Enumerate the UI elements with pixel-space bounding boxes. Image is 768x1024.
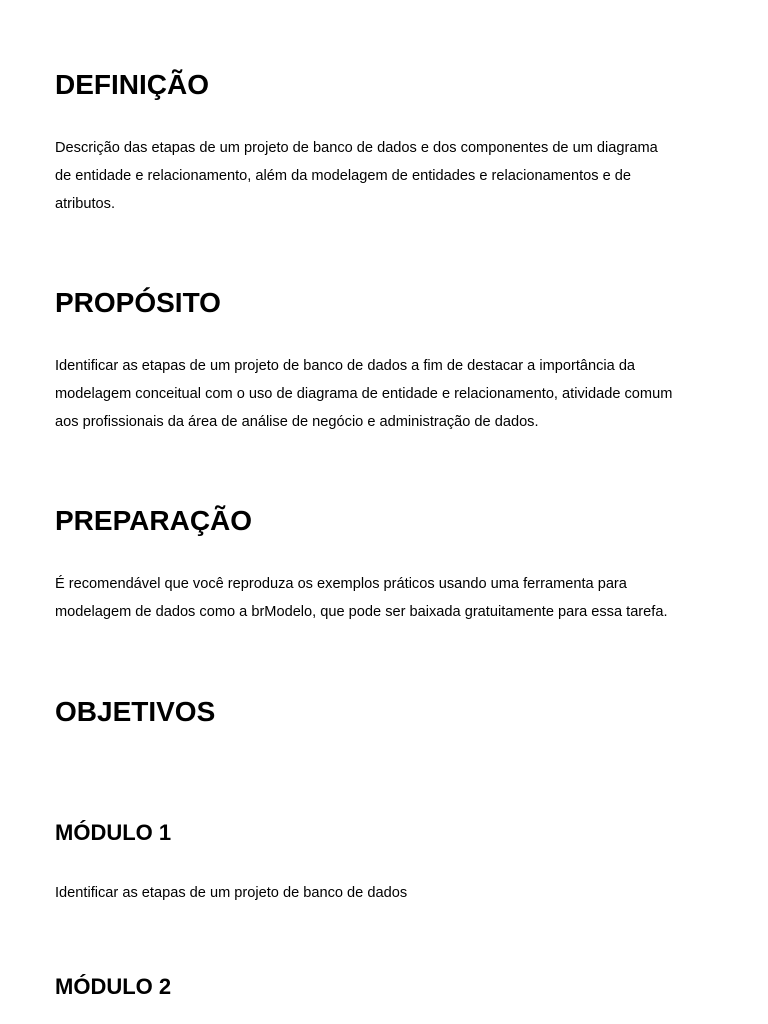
modulo-2-heading: MÓDULO 2 (55, 974, 172, 999)
objetivos-heading: OBJETIVOS (55, 696, 216, 727)
modulo-1-line-1: Identificar as etapas de um projeto de banco de dados (55, 885, 408, 901)
preparacao-line-1: É recomendável que você reproduza os exemplos práticos usando uma ferramenta para (55, 576, 627, 592)
modulo-1-text (55, 879, 720, 907)
definicao-line-2: de entidade e relacionamento, além da modelagem de entidades e relacionamentos e de (55, 168, 632, 184)
preparacao-heading: PREPARAÇÃO (55, 505, 253, 536)
definicao-heading: DEFINIÇÃO (55, 69, 209, 100)
preparacao-text (55, 570, 720, 626)
proposito-heading: PROPÓSITO (55, 287, 221, 318)
proposito-line-2: modelagem conceitual com o uso de diagrama de entidade e relacionamento, atividade comum (55, 386, 673, 402)
proposito-line-1: Identificar as etapas de um projeto de banco de dados a fim de destacar a importância da (55, 358, 636, 374)
preparacao-line-2: modelagem de dados como a brModelo, que pode ser baixada gratuitamente para essa tarefa. (55, 604, 668, 620)
proposito-line-3: aos profissionais da área de análise de negócio e administração de dados. (55, 414, 539, 430)
proposito-text (55, 352, 720, 436)
definicao-line-1: Descrição das etapas de um projeto de banco de dados e dos componentes de um diagrama (55, 140, 658, 156)
definicao-text (55, 134, 720, 218)
modulo-1-heading: MÓDULO 1 (55, 820, 172, 845)
definicao-line-3: atributos. (55, 196, 116, 212)
